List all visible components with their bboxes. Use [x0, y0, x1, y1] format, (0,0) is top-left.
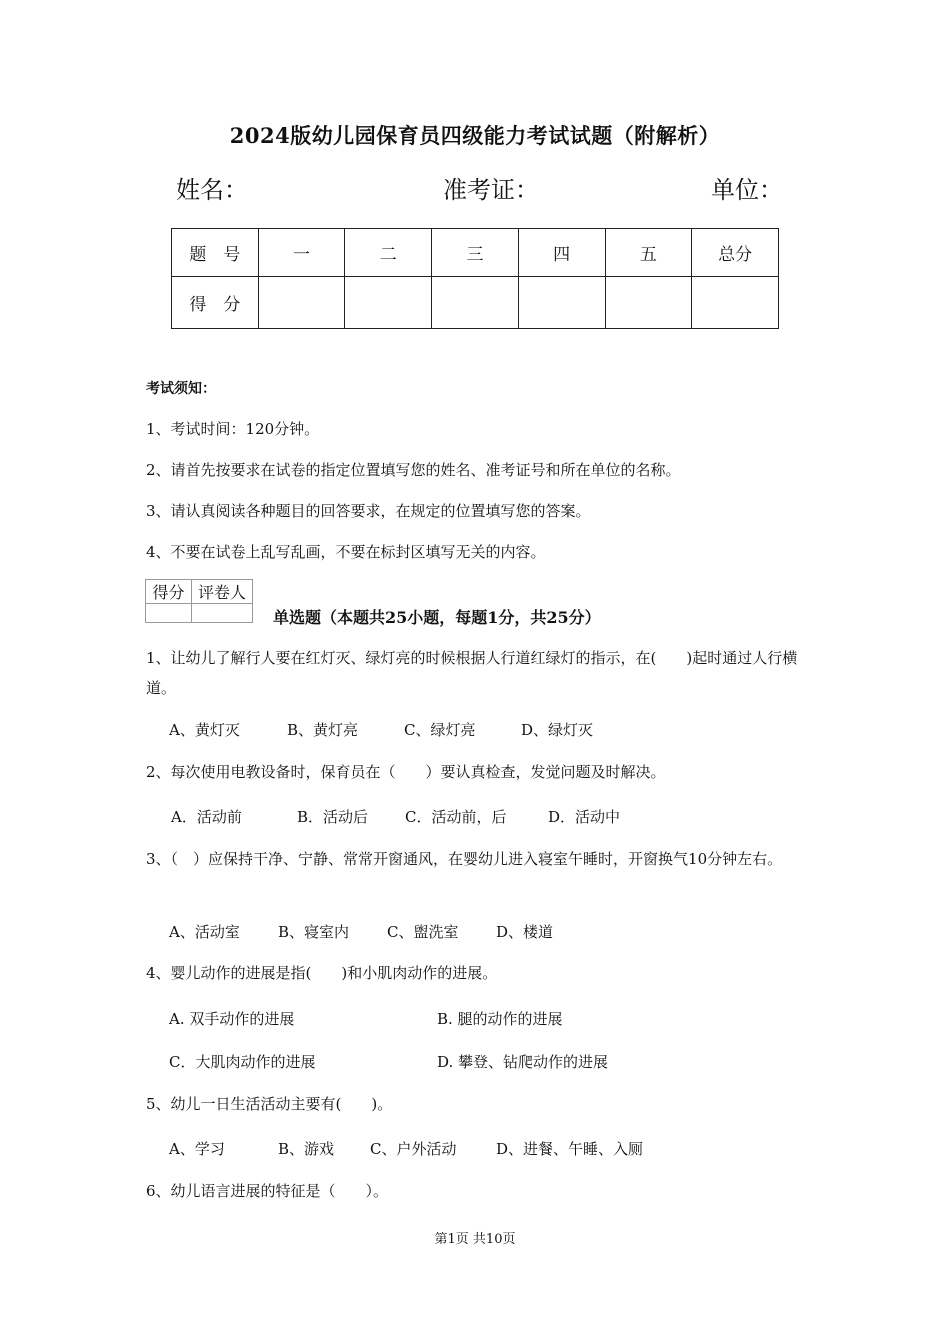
score-table: [171, 228, 779, 329]
score-cell[interactable]: [692, 277, 779, 329]
option[interactable]: B. 腿的动作的进展: [437, 1010, 563, 1028]
notice-heading: 考试须知：: [146, 381, 216, 397]
option[interactable]: D、进餐、午睡、入厕: [496, 1140, 644, 1158]
page-footer: 第1页 共10页: [434, 1232, 516, 1247]
page-title: 2024版幼儿园保育员四级能力考试试题（附解析）: [229, 123, 721, 148]
option[interactable]: C、盥洗室: [387, 923, 459, 941]
grader-reviewer-label: 评卷人: [192, 580, 253, 604]
score-header-cell: 题 号: [172, 229, 259, 277]
score-header-cell: 二: [345, 229, 432, 277]
option[interactable]: D. 攀登、钻爬动作的进展: [437, 1053, 609, 1071]
grader-reviewer-cell[interactable]: [192, 604, 253, 623]
score-header-cell: 四: [518, 229, 605, 277]
grader-score-label: 得分: [146, 580, 192, 604]
exam-id-label: 准考证：: [443, 176, 539, 204]
question-5-text: 5、幼儿一日生活活动主要有( )。: [146, 1095, 393, 1113]
notice-item: 3、请认真阅读各种题目的回答要求，在规定的位置填写您的答案。: [146, 502, 591, 520]
option[interactable]: C．活动前，后: [405, 808, 507, 826]
option[interactable]: C、绿灯亮: [404, 721, 476, 739]
score-table-header-row: [172, 229, 779, 277]
score-table-score-row: [172, 277, 779, 329]
score-cell[interactable]: [345, 277, 432, 329]
option[interactable]: D、楼道: [496, 923, 554, 941]
name-label: 姓名：: [176, 176, 248, 204]
question-6-text: 6、幼儿语言进展的特征是（ ）。: [146, 1182, 389, 1200]
score-header-cell: 三: [432, 229, 519, 277]
option[interactable]: B、寝室内: [278, 923, 350, 941]
question-1-text: 1、让幼儿了解行人要在红灯灭、绿灯亮的时候根据人行道红绿灯的指示，在( )起时通过人行横道。: [146, 649, 798, 697]
notice-item: 4、不要在试卷上乱写乱画，不要在标封区填写无关的内容。: [146, 543, 546, 561]
score-cell[interactable]: [605, 277, 692, 329]
option[interactable]: D、绿灯灭: [521, 721, 594, 739]
score-cell[interactable]: [258, 277, 345, 329]
notice-item: 2、请首先按要求在试卷的指定位置填写您的姓名、准考证号和所在单位的名称。: [146, 461, 681, 479]
question-3-text: 3、（ ）应保持干净、宁静、常常开窗通风，在婴幼儿进入寝室午睡时，开窗换气10分钟左右。: [146, 850, 783, 868]
notice-item: 1、考试时间：120分钟。: [146, 420, 320, 438]
option[interactable]: B、游戏: [278, 1140, 335, 1158]
option[interactable]: D．活动中: [548, 808, 621, 826]
option[interactable]: B．活动后: [297, 808, 369, 826]
score-cell[interactable]: [518, 277, 605, 329]
option[interactable]: A、学习: [169, 1140, 225, 1158]
option[interactable]: A、活动室: [169, 923, 240, 941]
grader-table: [145, 579, 253, 623]
question-2-text: 2、每次使用电教设备时，保育员在（ ）要认真检查，发觉问题及时解决。: [146, 763, 666, 781]
score-row-label: 得 分: [172, 277, 259, 329]
score-header-cell: 五: [605, 229, 692, 277]
option[interactable]: A．活动前: [171, 808, 242, 826]
grader-score-cell[interactable]: [146, 604, 192, 623]
score-cell[interactable]: [432, 277, 519, 329]
option[interactable]: C、户外活动: [370, 1140, 457, 1158]
option[interactable]: A. 双手动作的进展: [169, 1010, 295, 1028]
option[interactable]: C．大肌肉动作的进展: [169, 1053, 316, 1071]
question-4-text: 4、婴儿动作的进展是指( )和小肌肉动作的进展。: [146, 964, 498, 982]
unit-label: 单位：: [711, 176, 783, 204]
option[interactable]: A、黄灯灭: [169, 721, 240, 739]
option[interactable]: B、黄灯亮: [287, 721, 359, 739]
section-title: 单选题（本题共25小题，每题1分，共25分）: [273, 608, 601, 627]
score-header-cell: 总分: [692, 229, 779, 277]
score-header-cell: 一: [258, 229, 345, 277]
